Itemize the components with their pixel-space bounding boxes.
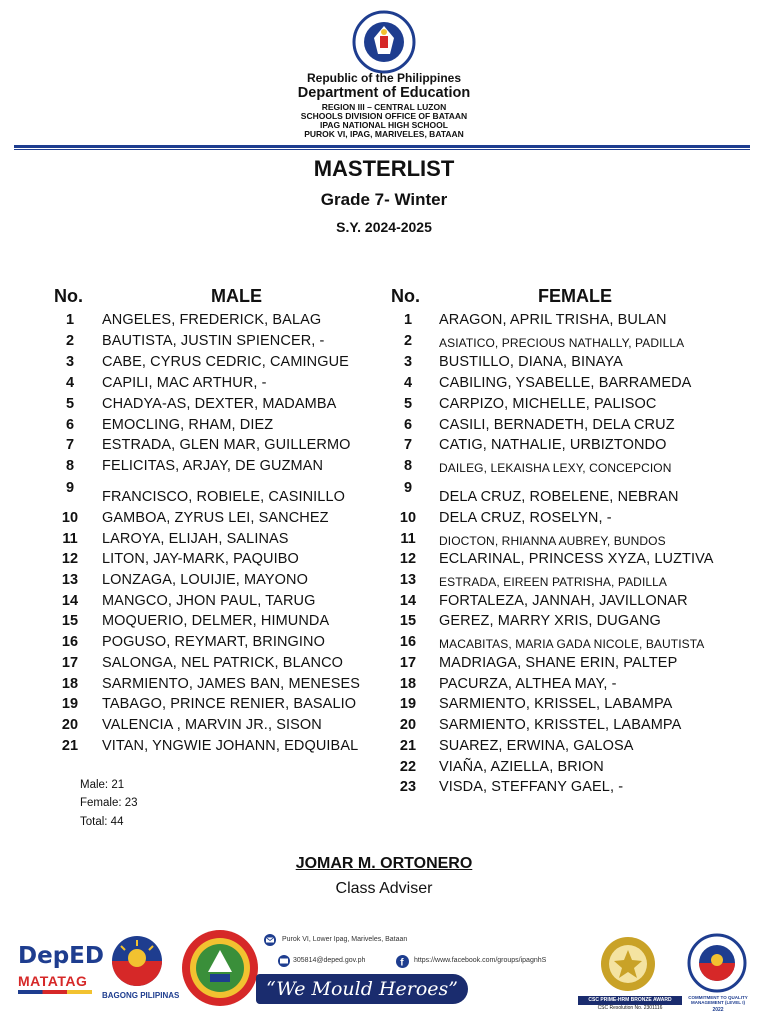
- male-row-number: 13: [61, 572, 79, 588]
- header-rule-thin: [14, 149, 750, 150]
- female-row-number: 23: [399, 779, 417, 795]
- female-row-number: 1: [403, 312, 413, 328]
- male-row-number: 12: [61, 551, 79, 567]
- female-row-number: 17: [399, 655, 417, 671]
- male-row-number: 1: [65, 312, 75, 328]
- male-student-name: CAPILI, MAC ARTHUR, -: [102, 375, 267, 391]
- female-row-number: 4: [403, 375, 413, 391]
- female-student-name: ASIATICO, PRECIOUS NATHALLY, PADILLA: [439, 336, 685, 350]
- female-student-name: VIAÑA, AZIELLA, BRION: [439, 759, 604, 775]
- male-student-name: GAMBOA, ZYRUS LEI, SANCHEZ: [102, 510, 329, 526]
- adviser-name: JOMAR M. ORTONERO: [295, 855, 473, 872]
- male-row-number: 10: [61, 510, 79, 526]
- female-student-name: MADRIAGA, SHANE ERIN, PALTEP: [439, 655, 678, 671]
- female-row-number: 22: [399, 759, 417, 775]
- female-row-number: 5: [403, 396, 413, 412]
- male-row-number: 9: [65, 480, 75, 496]
- female-header: FEMALE: [538, 286, 612, 306]
- male-student-name: SARMIENTO, JAMES BAN, MENESES: [102, 676, 361, 692]
- male-no-header: No.: [54, 286, 83, 306]
- female-row-number: 3: [403, 354, 413, 370]
- bagong-pilipinas-text: BAGONG PILIPINAS: [102, 991, 180, 1000]
- male-row-number: 18: [61, 676, 79, 692]
- region-text: REGION III – CENTRAL LUZON: [321, 102, 447, 112]
- male-row-number: 19: [61, 696, 79, 712]
- male-row-number: 11: [62, 531, 78, 547]
- female-student-name: ARAGON, APRIL TRISHA, BULAN: [439, 312, 667, 328]
- male-student-name: TABAGO, PRINCE RENIER, BASALIO: [102, 696, 357, 712]
- female-student-name: PACURZA, ALTHEA MAY, -: [439, 676, 617, 692]
- total-count: Total: 44: [80, 816, 124, 828]
- school-motto: “We Mould Heroes”: [256, 974, 468, 1004]
- female-row-number: 21: [399, 738, 417, 754]
- male-row-number: 6: [65, 417, 75, 433]
- male-student-name: FELICITAS, ARJAY, DE GUZMAN: [102, 458, 324, 474]
- male-student-name: LITON, JAY-MARK, PAQUIBO: [102, 551, 299, 567]
- female-student-name: CARPIZO, MICHELLE, PALISOC: [439, 396, 657, 412]
- male-student-name: VITAN, YNGWIE JOHANN, EDQUIBAL: [102, 738, 359, 754]
- male-row-number: 20: [61, 717, 79, 733]
- female-student-name: CASILI, BERNADETH, DELA CRUZ: [439, 417, 675, 433]
- adviser-name-block: [0, 855, 768, 873]
- school-year: S.Y. 2024-2025: [336, 219, 432, 235]
- female-student-name: DELA CRUZ, ROSELYN, -: [439, 510, 612, 526]
- deped-seal: [347, 10, 421, 74]
- female-student-name: GEREZ, MARRY XRIS, DUGANG: [439, 613, 661, 629]
- csc-award-label: CSC PRIME-HRM BRONZE AWARD: [578, 996, 682, 1005]
- adviser-role: Class Adviser: [335, 880, 433, 897]
- female-student-name: DELA CRUZ, ROBELENE, NEBRAN: [439, 489, 679, 505]
- grade-section: Grade 7- Winter: [320, 190, 448, 209]
- school-text: IPAG NATIONAL HIGH SCHOOL: [320, 120, 448, 130]
- male-student-name: FRANCISCO, ROBIELE, CASINILLO: [102, 489, 346, 505]
- male-student-name: MOQUERIO, DELMER, HIMUNDA: [102, 613, 330, 629]
- female-student-name: CABILING, YSABELLE, BARRAMEDA: [439, 375, 692, 391]
- bagong-pilipinas-logo: [104, 934, 170, 988]
- svg-text:f: f: [400, 957, 404, 968]
- matatag-logo: MATATAG: [18, 973, 88, 989]
- female-row-number: 6: [403, 417, 413, 433]
- male-row-number: 4: [65, 375, 75, 391]
- female-student-name: SARMIENTO, KRISSTEL, LABAMPA: [439, 717, 682, 733]
- address-text: PUROK VI, IPAG, MARIVELES, BATAAN: [304, 129, 464, 139]
- male-student-name: ESTRADA, GLEN MAR, GUILLERMO: [102, 437, 351, 453]
- deped-logo: DepED: [18, 943, 104, 969]
- female-row-number: 11: [400, 531, 416, 547]
- female-student-name: CATIG, NATHALIE, URBIZTONDO: [439, 437, 667, 453]
- male-student-name: POGUSO, REYMART, BRINGINO: [102, 634, 325, 650]
- male-row-number: 15: [61, 613, 79, 629]
- male-student-name: LONZAGA, LOUIJIE, MAYONO: [102, 572, 308, 588]
- mail-icon: [277, 955, 291, 967]
- female-row-number: 12: [399, 551, 417, 567]
- female-row-number: 8: [403, 458, 413, 474]
- female-row-number: 18: [399, 676, 417, 692]
- male-row-number: 8: [65, 458, 75, 474]
- female-row-number: 2: [403, 333, 413, 349]
- female-row-number: 7: [403, 437, 413, 453]
- male-row-number: 14: [61, 593, 79, 609]
- csc-resolution: CSC Resolution No. 2301116: [597, 1005, 663, 1011]
- matatag-stripe: [18, 990, 92, 994]
- male-row-number: 2: [65, 333, 75, 349]
- female-student-name: DIOCTON, RHIANNA AUBREY, BUNDOS: [439, 534, 666, 548]
- male-student-name: MANGCO, JHON PAUL, TARUG: [102, 593, 316, 609]
- female-no-header: No.: [391, 286, 420, 306]
- email-icon: [263, 934, 277, 946]
- male-header: MALE: [211, 286, 262, 306]
- female-student-name: SARMIENTO, KRISSEL, LABAMPA: [439, 696, 673, 712]
- female-row-number: 16: [399, 634, 417, 650]
- female-row-number: 20: [399, 717, 417, 733]
- female-student-name: VISDA, STEFFANY GAEL, -: [439, 779, 624, 795]
- school-seal: [180, 928, 260, 1008]
- female-student-name: ECLARINAL, PRINCESS XYZA, LUZTIVA: [439, 551, 714, 567]
- male-student-name: LAROYA, ELIJAH, SALINAS: [102, 531, 289, 547]
- male-row-number: 7: [65, 437, 75, 453]
- pqa-badge: [682, 932, 752, 994]
- male-row-number: 17: [61, 655, 79, 671]
- female-count: Female: 23: [80, 797, 138, 809]
- pqa-label: COMMITMENT TO QUALITY MANAGEMENT (LEVEL I): [688, 995, 748, 1005]
- female-row-number: 15: [399, 613, 417, 629]
- male-student-name: BAUTISTA, JUSTIN SPIENCER, -: [102, 333, 325, 349]
- male-row-number: 16: [61, 634, 79, 650]
- male-student-name: VALENCIA , MARVIN JR., SISON: [102, 717, 322, 733]
- republic-text: Republic of the Philippines: [306, 71, 461, 85]
- female-student-name: BUSTILLO, DIANA, BINAYA: [439, 354, 623, 370]
- female-row-number: 9: [403, 480, 413, 496]
- female-student-name: FORTALEZA, JANNAH, JAVILLONAR: [439, 593, 688, 609]
- male-row-number: 21: [61, 738, 79, 754]
- female-student-name: MACABITAS, MARIA GADA NICOLE, BAUTISTA: [439, 637, 705, 651]
- male-student-name: SALONGA, NEL PATRICK, BLANCO: [102, 655, 344, 671]
- female-row-number: 13: [399, 572, 417, 588]
- pqa-year: 2022: [712, 1007, 724, 1013]
- female-student-name: DAILEG, LEKAISHA LEXY, CONCEPCION: [439, 461, 672, 475]
- male-student-name: CHADYA-AS, DEXTER, MADAMBA: [102, 396, 337, 412]
- female-student-name: SUAREZ, ERWINA, GALOSA: [439, 738, 634, 754]
- footer-email: 305814@deped.gov.ph: [293, 957, 366, 964]
- footer-address: Purok VI, Lower Ipag, Mariveles, Bataan: [282, 936, 408, 943]
- footer-facebook[interactable]: https://www.facebook.com/groups/ipagnhS: [414, 957, 547, 964]
- header-rule: [14, 145, 750, 148]
- female-row-number: 19: [399, 696, 417, 712]
- female-student-name: ESTRADA, EIREEN PATRISHA, PADILLA: [439, 575, 668, 589]
- male-student-name: CABE, CYRUS CEDRIC, CAMINGUE: [102, 354, 349, 370]
- page-title: MASTERLIST: [313, 156, 455, 181]
- female-row-number: 14: [399, 593, 417, 609]
- department-text: Department of Education: [297, 85, 471, 101]
- male-count: Male: 21: [80, 779, 125, 791]
- facebook-icon: [396, 955, 409, 968]
- male-row-number: 5: [65, 396, 75, 412]
- csc-award-badge: [594, 934, 662, 994]
- male-row-number: 3: [65, 354, 75, 370]
- female-row-number: 10: [399, 510, 417, 526]
- male-student-name: EMOCLING, RHAM, DIEZ: [102, 417, 274, 433]
- division-text: SCHOOLS DIVISION OFFICE OF BATAAN: [300, 111, 468, 121]
- male-student-name: ANGELES, FREDERICK, BALAG: [102, 312, 322, 328]
